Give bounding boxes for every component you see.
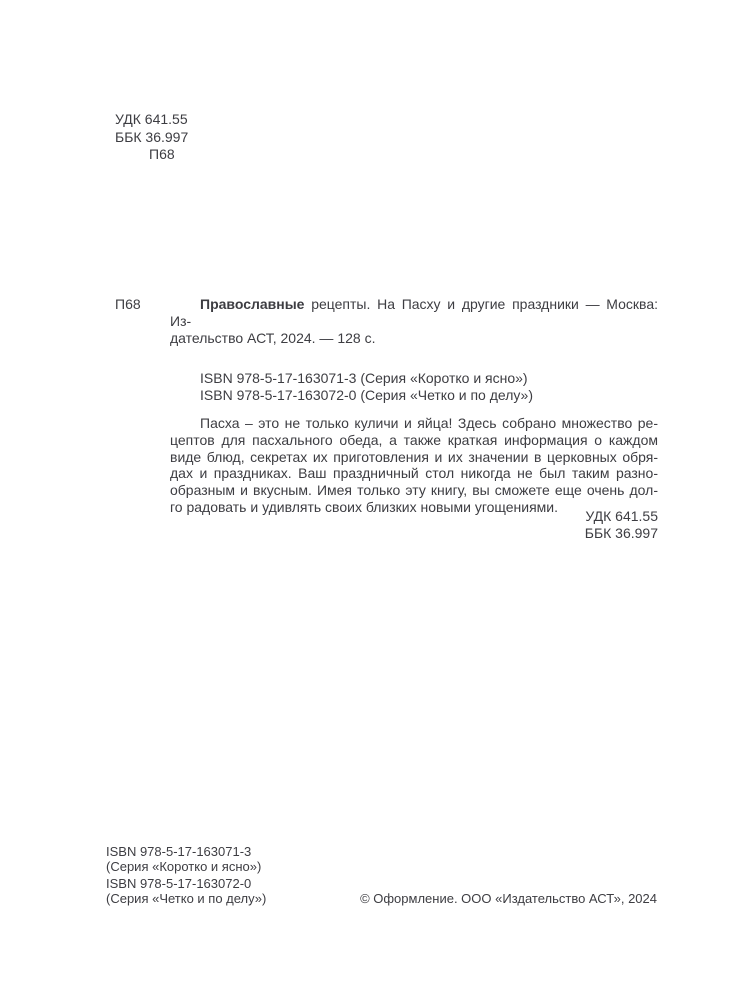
bibliographic-line: дательство АСТ, 2024. — 128 с.	[170, 330, 376, 346]
footer-isbn-pair	[106, 877, 266, 906]
copyright-notice: © Оформление. ООО «Издательство АСТ», 2024	[360, 891, 657, 906]
annotation-line: образным и вкусным. Имея только эту книгу, вы сможете еще очень дол-	[170, 482, 658, 499]
isbn-line: ISBN 978-5-17-163071-3 (Серия «Коротко и ясно»)	[200, 370, 528, 386]
annotation-line: цептов для пасхального обеда, а также краткая информация о каждом	[170, 431, 658, 448]
footer-isbn-number: ISBN 978-5-17-163071-3	[106, 844, 252, 859]
right-classification-codes	[585, 508, 658, 541]
top-classification-codes	[115, 111, 188, 164]
footer-isbn-series: (Серия «Четко и по делу»)	[106, 891, 267, 907]
imprint-author-sign: П68	[115, 296, 141, 312]
footer-isbn-number: ISBN 978-5-17-163072-0	[106, 876, 252, 892]
annotation-line: виде блюд, секретах их приготовления и их значении в церковных обря-	[170, 448, 658, 465]
udk-code: УДК 641.55	[115, 111, 188, 127]
annotation	[170, 415, 658, 516]
isbn-list	[170, 370, 658, 404]
isbn-line: ISBN 978-5-17-163072-0 (Серия «Четко и по делу»)	[200, 387, 533, 403]
bbk-code: ББК 36.997	[115, 128, 189, 145]
footer-isbn-series: (Серия «Коротко и ясно»)	[106, 858, 262, 874]
udk-code-right: УДК 641.55	[585, 508, 658, 524]
annotation-line: Пасха – это не только куличи и яйца! Здесь собрано множество ре-	[200, 415, 658, 431]
book-title-bold: Православные	[200, 296, 305, 312]
footer-isbn-block	[106, 845, 266, 907]
bibliographic-line	[170, 296, 658, 330]
author-sign-code: П68	[149, 146, 175, 162]
imprint-body	[170, 296, 658, 516]
footer-isbn-pair	[106, 845, 266, 874]
annotation-line: го радовать и удивлять своих близких новыми угощениями.	[170, 498, 559, 515]
annotation-line: дах и праздниках. Ваш праздничный стол никогда не был таким разно-	[170, 465, 658, 482]
bibliographic-line-rest: рецепты. На Пасху и другие праздники — Москва: Из-	[170, 296, 658, 329]
bbk-code-right: ББК 36.997	[584, 524, 658, 541]
bibliographic-record	[170, 296, 658, 347]
